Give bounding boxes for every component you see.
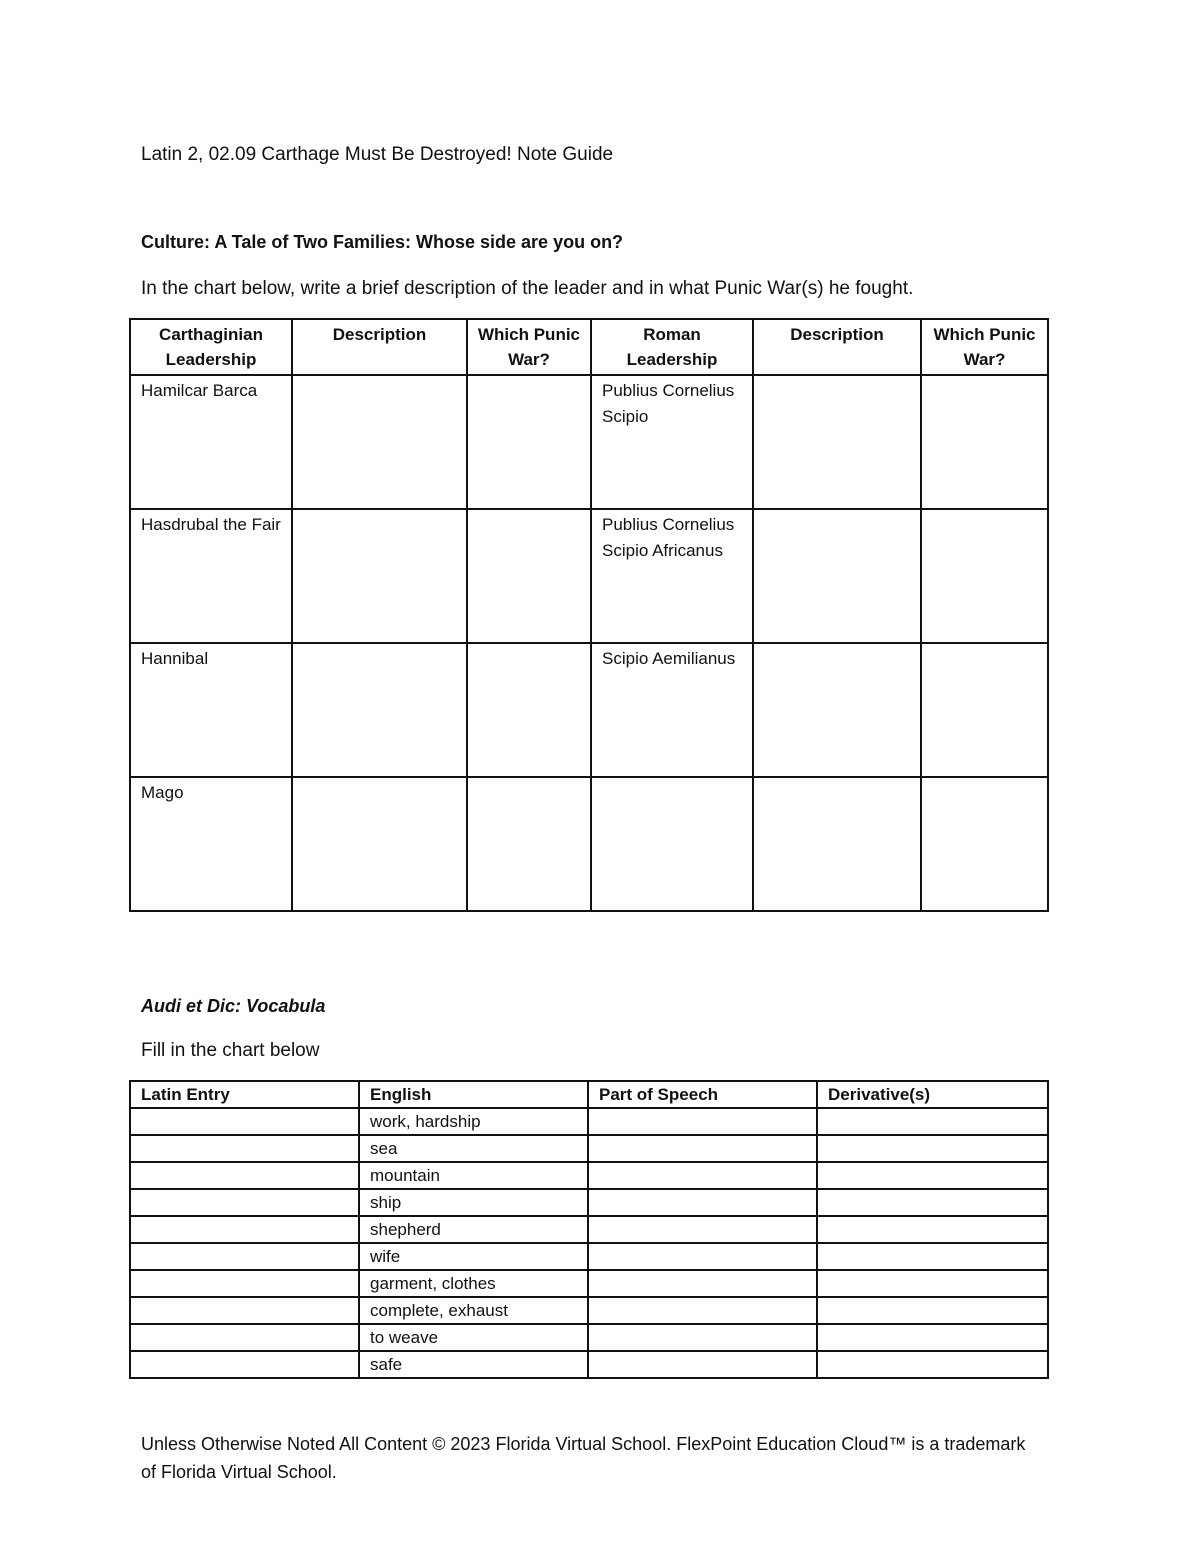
part-of-speech-input-cell[interactable] — [588, 1135, 817, 1162]
latin-entry-input-cell[interactable] — [130, 1108, 359, 1135]
description-input-cell[interactable] — [753, 777, 921, 911]
punic-war-input-cell[interactable] — [921, 375, 1048, 509]
latin-entry-input-cell[interactable] — [130, 1189, 359, 1216]
description-input-cell[interactable] — [292, 509, 467, 643]
table-row — [130, 1297, 1048, 1324]
header-latin-entry: Latin Entry — [130, 1081, 359, 1108]
table-row — [130, 509, 1048, 643]
table-row — [130, 643, 1048, 777]
punic-war-input-cell[interactable] — [921, 777, 1048, 911]
header-roman-leadership: Roman Leadership — [591, 319, 753, 375]
part-of-speech-input-cell[interactable] — [588, 1216, 817, 1243]
punic-war-input-cell[interactable] — [921, 643, 1048, 777]
derivatives-input-cell[interactable] — [817, 1189, 1048, 1216]
english-cell: safe — [359, 1351, 588, 1378]
culture-section-heading: Culture: A Tale of Two Families: Whose side are you on? — [141, 232, 624, 252]
header-carthaginian-leadership: Carthaginian Leadership — [130, 319, 292, 375]
roman-leader-cell: Scipio Aemilianus — [591, 643, 753, 777]
table-row — [130, 1189, 1048, 1216]
carthaginian-leader-cell: Hasdrubal the Fair — [130, 509, 292, 643]
carthaginian-leader-cell: Hannibal — [130, 643, 292, 777]
latin-entry-input-cell[interactable] — [130, 1351, 359, 1378]
leaders-table — [129, 318, 1049, 912]
table-row — [130, 1243, 1048, 1270]
derivatives-input-cell[interactable] — [817, 1216, 1048, 1243]
table-row — [130, 1324, 1048, 1351]
part-of-speech-input-cell[interactable] — [588, 1108, 817, 1135]
derivatives-input-cell[interactable] — [817, 1270, 1048, 1297]
carthaginian-leader-cell: Mago — [130, 777, 292, 911]
header-punic-war-carthaginian: Which Punic War? — [467, 319, 591, 375]
header-derivatives: Derivative(s) — [817, 1081, 1048, 1108]
vocab-table — [129, 1080, 1049, 1379]
vocab-section-heading: Audi et Dic: Vocabula — [141, 996, 326, 1016]
vocab-instructions: Fill in the chart below — [141, 1040, 320, 1061]
table-row — [130, 375, 1048, 509]
document-title: Latin 2, 02.09 Carthage Must Be Destroyed! Note Guide — [141, 144, 614, 165]
english-cell: wife — [359, 1243, 588, 1270]
latin-entry-input-cell[interactable] — [130, 1135, 359, 1162]
header-punic-war-roman: Which Punic War? — [921, 319, 1048, 375]
carthaginian-leader-cell: Hamilcar Barca — [130, 375, 292, 509]
part-of-speech-input-cell[interactable] — [588, 1297, 817, 1324]
leaders-header-row — [130, 319, 1048, 375]
description-input-cell[interactable] — [753, 643, 921, 777]
description-input-cell[interactable] — [292, 643, 467, 777]
part-of-speech-input-cell[interactable] — [588, 1351, 817, 1378]
english-cell: sea — [359, 1135, 588, 1162]
description-input-cell[interactable] — [753, 375, 921, 509]
culture-instructions: In the chart below, write a brief description of the leader and in what Punic War(s) he fought. — [141, 278, 914, 299]
table-row — [130, 1270, 1048, 1297]
english-cell: to weave — [359, 1324, 588, 1351]
table-row — [130, 1351, 1048, 1378]
table-row — [130, 1108, 1048, 1135]
roman-leader-cell: Publius Cornelius Scipio — [591, 375, 753, 509]
table-row — [130, 1135, 1048, 1162]
punic-war-input-cell[interactable] — [467, 643, 591, 777]
part-of-speech-input-cell[interactable] — [588, 1162, 817, 1189]
latin-entry-input-cell[interactable] — [130, 1297, 359, 1324]
derivatives-input-cell[interactable] — [817, 1324, 1048, 1351]
header-description-carthaginian: Description — [292, 319, 467, 375]
english-cell: complete, exhaust — [359, 1297, 588, 1324]
derivatives-input-cell[interactable] — [817, 1162, 1048, 1189]
punic-war-input-cell[interactable] — [467, 777, 591, 911]
latin-entry-input-cell[interactable] — [130, 1243, 359, 1270]
table-row — [130, 1162, 1048, 1189]
part-of-speech-input-cell[interactable] — [588, 1189, 817, 1216]
latin-entry-input-cell[interactable] — [130, 1216, 359, 1243]
derivatives-input-cell[interactable] — [817, 1135, 1048, 1162]
description-input-cell[interactable] — [292, 375, 467, 509]
description-input-cell[interactable] — [753, 509, 921, 643]
table-row — [130, 777, 1048, 911]
roman-leader-cell[interactable] — [591, 777, 753, 911]
english-cell: ship — [359, 1189, 588, 1216]
punic-war-input-cell[interactable] — [467, 509, 591, 643]
derivatives-input-cell[interactable] — [817, 1243, 1048, 1270]
description-input-cell[interactable] — [292, 777, 467, 911]
english-cell: shepherd — [359, 1216, 588, 1243]
part-of-speech-input-cell[interactable] — [588, 1324, 817, 1351]
punic-war-input-cell[interactable] — [467, 375, 591, 509]
header-description-roman: Description — [753, 319, 921, 375]
english-cell: garment, clothes — [359, 1270, 588, 1297]
roman-leader-cell: Publius Cornelius Scipio Africanus — [591, 509, 753, 643]
latin-entry-input-cell[interactable] — [130, 1324, 359, 1351]
derivatives-input-cell[interactable] — [817, 1351, 1048, 1378]
table-row — [130, 1216, 1048, 1243]
header-part-of-speech: Part of Speech — [588, 1081, 817, 1108]
header-english: English — [359, 1081, 588, 1108]
part-of-speech-input-cell[interactable] — [588, 1243, 817, 1270]
latin-entry-input-cell[interactable] — [130, 1270, 359, 1297]
derivatives-input-cell[interactable] — [817, 1108, 1048, 1135]
part-of-speech-input-cell[interactable] — [588, 1270, 817, 1297]
punic-war-input-cell[interactable] — [921, 509, 1048, 643]
derivatives-input-cell[interactable] — [817, 1297, 1048, 1324]
english-cell: mountain — [359, 1162, 588, 1189]
latin-entry-input-cell[interactable] — [130, 1162, 359, 1189]
english-cell: work, hardship — [359, 1108, 588, 1135]
footer-copyright: Unless Otherwise Noted All Content © 2023 Florida Virtual School. FlexPoint Education Cloud™ is a trademark of Florida Virtual School. — [141, 1434, 1026, 1482]
vocab-header-row — [130, 1081, 1048, 1108]
